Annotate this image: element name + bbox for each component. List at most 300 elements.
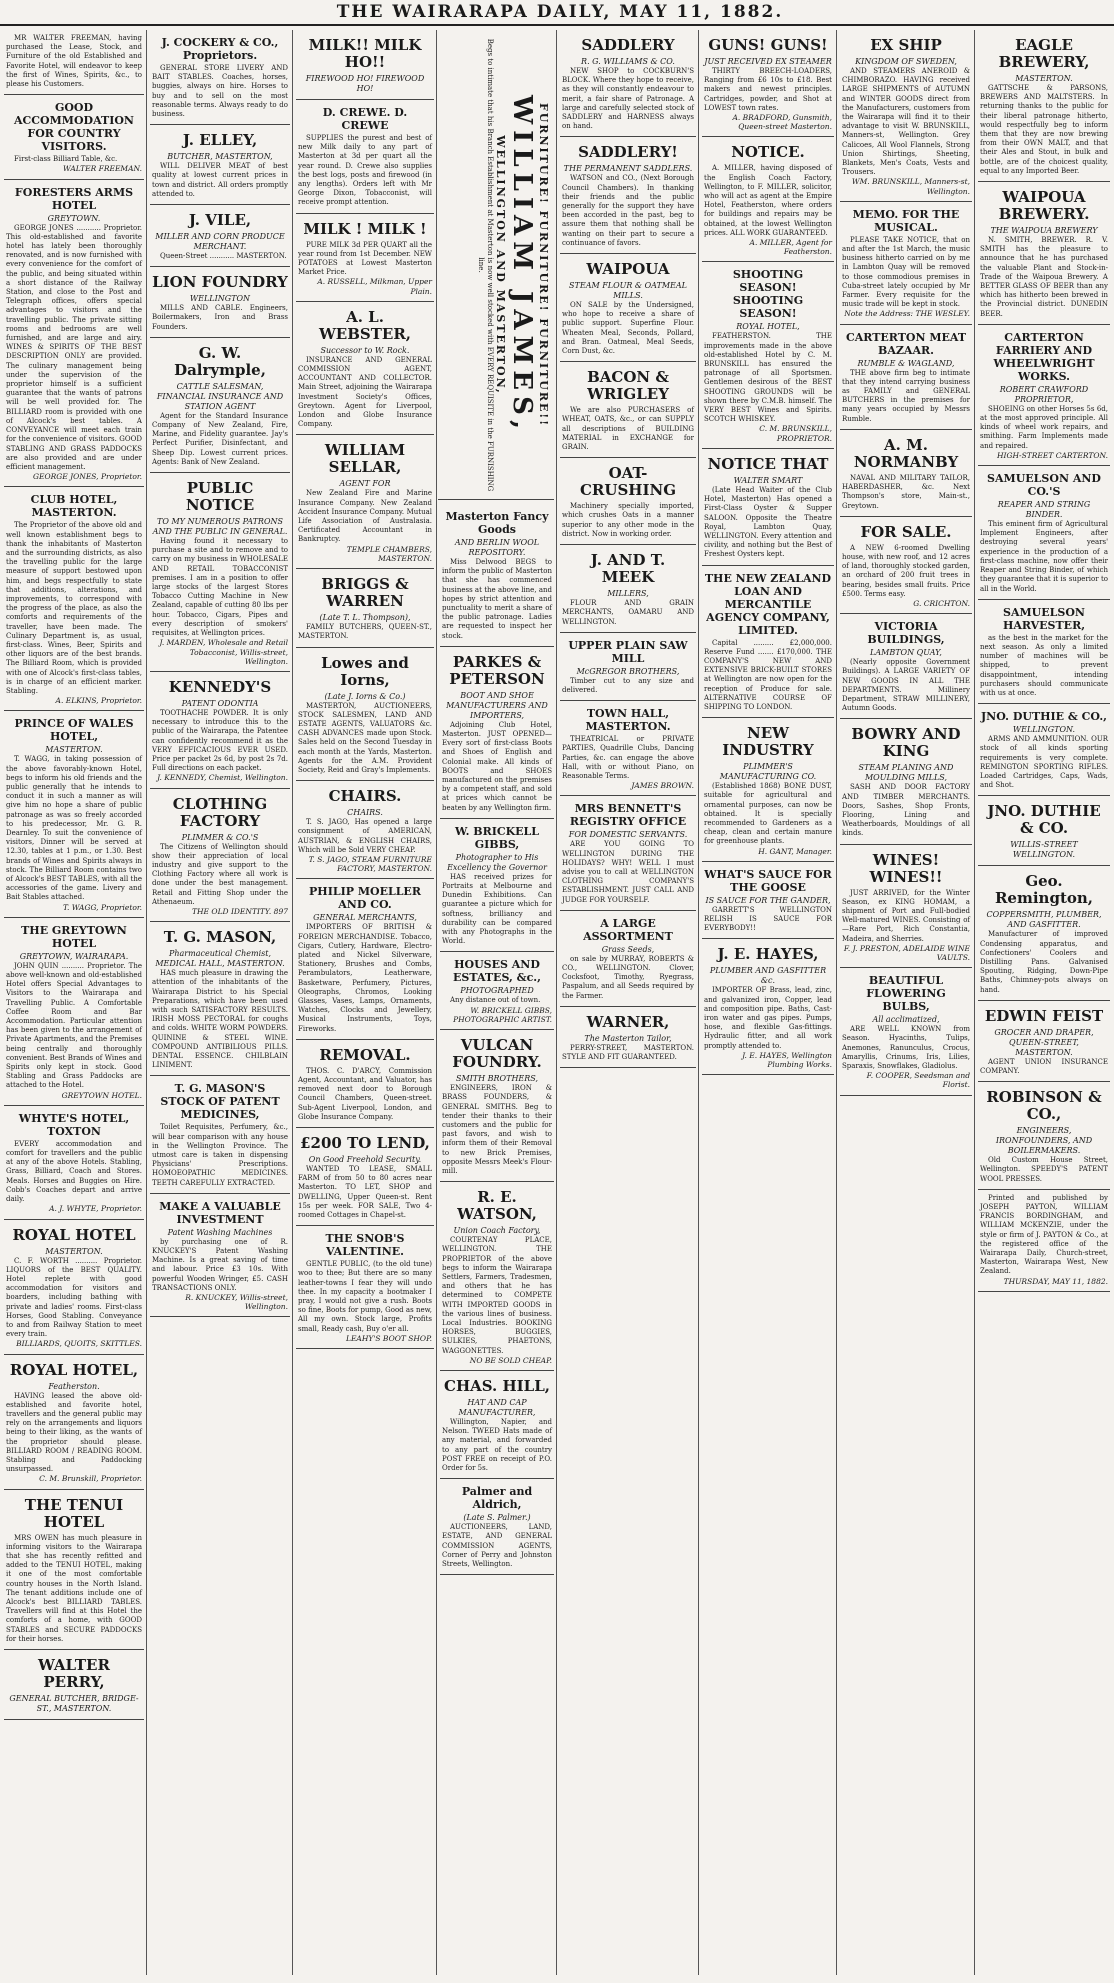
ad-body: Machinery specially imported, which crushes Oats in a manner superior to any other mode in the district. Now in working order. [562, 502, 694, 538]
advertisement [560, 254, 696, 362]
ad-headline: HOUSES AND ESTATES, &c., [453, 958, 541, 985]
ad-subheading: All acclimatized, [872, 1015, 940, 1025]
ad-body: as the best in the market for the next season. As only a limited number of machines will be shipped, to prevent disappointment, intending purchasers should communicate with us at once. [980, 633, 1108, 697]
ad-subheading: FOR DOMESTIC SERVANTS. [568, 830, 688, 840]
ad-subheading: COPPERSMITH, PLUMBER, AND GASFITTER. [986, 910, 1102, 930]
ad-subheading: MASTERTON. [1015, 74, 1073, 83]
advertisement [440, 1030, 554, 1182]
advertisement [4, 30, 144, 95]
ad-headline: ROYAL HOTEL, [9, 1360, 139, 1379]
column-1 [4, 30, 144, 1975]
advertisement [150, 205, 290, 267]
ad-subheading: GENERAL MERCHANTS, [313, 913, 417, 923]
ad-body: (Late Head Waiter of the Club Hotel, Masterton) Has opened a First-Class Oyster & Supper SALOON. Opposite the Theatre Royal, Lambton Quay, WELLINGTON. Every attention and civility, and nothing but the Best of Freshest Oysters kept. [704, 485, 832, 559]
ad-body: WILL DELIVER MEAT of best quality at lowest current prices in town and district. All orders promptly attended to. [152, 162, 288, 198]
ad-headline: KENNEDY'S [168, 677, 272, 696]
ad-subheading: McGREGOR BROTHERS, [576, 666, 680, 676]
ad-subheading: R. G. WILLIAMS & CO. [581, 57, 675, 66]
furniture-advertisement [438, 30, 554, 500]
advertisement [702, 862, 834, 940]
ad-subheading: MASTERTON. [45, 745, 103, 755]
advertisement [150, 1194, 290, 1318]
ad-body: (Nearly opposite Government Buildings). A LARGE VARIETY OF NEW GOODS IN ALL THE DEPARTMENTS. Millinery Department, STRAW MILLINERY, Autumn Goods. [842, 658, 970, 713]
advertisement [978, 466, 1110, 600]
ad-subheading: REAPER AND STRING BINDER. [997, 500, 1091, 520]
ad-headline: CARTERTON FARRIERY AND WHEELWRIGHT WORKS. [993, 330, 1095, 383]
ad-headline: G. W. Dalrymple, [174, 343, 266, 379]
advertisement [440, 1371, 554, 1479]
advertisement [978, 600, 1110, 704]
ad-body: FEATHERSTON. THE improvements made in the above old-established Hotel by C. M. BRUNSKILL has ensured the patronage of all Sportsmen. Gentlemen desirous of the BEST SHOOTING GROUNDS will be shown there by C.M.B. himself. The VERY BEST Wines and Spirits. SCOTCH WHISKEY. [704, 332, 832, 424]
ad-signature: TEMPLE CHAMBERS, MASTERTON. [346, 544, 432, 563]
ad-subheading: The Masterton Tailor, [584, 1033, 672, 1043]
ad-subheading: KINGDOM OF SWEDEN, [855, 57, 957, 66]
masthead [0, 0, 1114, 26]
advertisement [4, 918, 144, 1106]
ad-body: Queen-Street ........... MASTERTON. [160, 252, 287, 261]
ad-headline: NOTICE. [731, 143, 805, 162]
ad-signature: G. CRICHTON. [913, 598, 970, 608]
ad-signature: R. KNUCKEY, Willis-street, Wellington. [185, 1293, 288, 1312]
ad-headline: Geo. Remington, [994, 872, 1094, 908]
advertisement [702, 566, 834, 719]
advertisement [150, 789, 290, 923]
ad-body: JOHN QUIN .......... Proprietor. The above well-known and old-established Hotel offers Special Advantages to Visitors to the Wairarapa and Travelling Public. A Comfortable Coffee Room and Bar Accommodation. Particular attention has been given to the arrangement of Private Apartments, and the Premises being centrally and thoroughly convenient. Best Brands of Wines and Spirits only kept in stock. Good Stabling and Grass Paddocks are attached to the Hotel. [6, 961, 142, 1090]
advertisement [4, 1490, 144, 1650]
advertisement [296, 1128, 434, 1226]
ad-headline: Palmer and Aldrich, [461, 1485, 533, 1512]
advertisement [978, 30, 1110, 182]
advertisement [560, 633, 696, 701]
ad-subheading: Union Coach Factory, [453, 1226, 541, 1236]
ad-subheading: MILLER AND CORN PRODUCE MERCHANT. [155, 232, 285, 252]
advertisement [150, 922, 290, 1076]
ad-headline: OAT-CRUSHING [579, 464, 677, 500]
ad-body: PLEASE TAKE NOTICE, that on and after the 1st March, the music business hitherto carried on by me in Lambton Quay will be removed to those commodious premises in Cuba-street lately occupied by Mr Farmer. Every requisite for the music trade will be kept in stock. [842, 235, 970, 309]
advertisement [560, 796, 696, 910]
ad-body: JUST ARRIVED, for the Winter Season, ex KING HOMAM, a shipment of Port and Full-bodied Well-matured WINES. Consisting of—Rare Port, Rich Constantia, Madeira, and Sherries. [842, 888, 970, 943]
ad-subheading: FIREWOOD HO! FIREWOOD HO! [305, 74, 425, 93]
ad-subheading: MILLERS, [607, 589, 649, 599]
ad-body: SUPPLIES the purest and best of new Milk daily to any part of Masterton at 3d per quart all the year round. D. Crewe also supplies the best logs, posts and firewood (in any lengths). Orders left with Mr George Dixon, Tobacconist, will receive prompt attention. [298, 134, 432, 207]
ad-body: (Established 1868) BONE DUST, suitable for agricultural and ornamental purposes, can now be obtained. It is specially recommended to Gardeners as a cheap, clean and certain manure for greenhouse plants. [704, 782, 832, 846]
ad-subheading: AGENT FOR [339, 479, 391, 489]
ad-headline: VULCAN FOUNDRY. [452, 1036, 542, 1072]
advertisement [440, 504, 554, 647]
ad-subheading: PLIMMER'S MANUFACTURING CO. [719, 762, 817, 782]
advertisement [978, 1082, 1110, 1190]
ad-subheading: WALTER SMART [733, 475, 803, 485]
column-rule [146, 30, 147, 1975]
ad-signature: A. ELKINS, Proprietor. [55, 696, 142, 706]
ad-subheading: CATTLE SALESMAN, FINANCIAL INSURANCE AND STATION AGENT [156, 381, 284, 411]
ad-headline: WILLIAM SELLAR, [324, 441, 406, 477]
ad-headline: EX SHIP [870, 36, 942, 54]
ad-subheading: GREYTOWN, WAIRARAPA. [19, 951, 129, 961]
ad-body: MILLS AND CABLE. Engineers, Boilermakers, Iron and Brass Founders. [152, 304, 288, 331]
advertisement [978, 1190, 1110, 1292]
ad-signature: HIGH-STREET CARTERTON. [997, 450, 1108, 460]
ad-headline: WAIPOUA [586, 260, 670, 279]
ad-headline: MILK!! MILK HO!! [308, 36, 422, 71]
advertisement [560, 701, 696, 796]
ad-subheading: GREYTOWN. [47, 213, 101, 223]
ad-body: HAS received prizes for Portraits at Melbourne and Dunedin Exhibitions. Can guarantee a picture which for softness, brilliancy and durability can be compared with any Photographs in the World. [442, 872, 552, 946]
william-james-name: WILLIAM JAMES, [507, 94, 537, 436]
ad-body: GARRETT'S WELLINGTON RELISH IS SAUCE FOR EVERYBODY!! [704, 905, 832, 933]
advertisement [702, 30, 834, 137]
advertisement [150, 672, 290, 789]
advertisement [296, 435, 434, 569]
column-rule [836, 30, 837, 1975]
ad-subheading: PLIMMER & CO.'S [181, 832, 259, 842]
advertisement [296, 781, 434, 879]
ad-subheading: ROBERT CRAWFORD PROPRIETOR, [999, 384, 1089, 404]
ad-subheading: PHOTOGRAPHED [460, 986, 534, 996]
advertisement [296, 1226, 434, 1349]
ad-headline: REMOVAL. [319, 1045, 411, 1064]
advertisement [840, 614, 972, 719]
advertisement [440, 647, 554, 819]
ad-subheading: AND BERLIN WOOL REPOSITORY. [454, 538, 540, 557]
ad-headline: SADDLERY [581, 36, 675, 54]
ad-headline: WINES! WINES!! [869, 850, 943, 886]
ad-body: THOS. C. D'ARCY, Commission Agent, Accountant, and Valuator, has removed next door to Borough Council Chambers, Queen-street. Sub-Agent Liverpool, London, and Globe Insurance Company. [298, 1066, 432, 1121]
ad-body: SHOEING on other Horses 5s 6d, at the most approved principle. All kinds of wheel work repairs, and smithing. Farm Implements made and repaired. [980, 404, 1108, 450]
ad-signature: F. J. PRESTON, ADELAIDE WINE VAULTS. [843, 943, 970, 962]
advertisement [840, 430, 972, 517]
column-8 [978, 30, 1110, 1975]
ad-body: Toilet Requisites, Perfumery, &c., will bear comparison with any house in the Wellington Province. The utmost care is taken in dispensing Physicians' Prescriptions. HOMOEOPATHIC MEDICINES. TEETH CAREFULLY EXTRACTED. [152, 1123, 288, 1187]
ad-headline: D. CREWE. D. CREWE [322, 106, 408, 132]
ad-body: MRS OWEN has much pleasure in informing visitors to the Wairarapa that she has recently refitted and added to the TENUI HOTEL, making it one of the most comfortable country houses in the North Island. The tenant additions include one of Alcock's best BILLIARD TABLES. Travellers will find at this Hotel the comforts of a home, with GOOD STABLES and SECURE PADDOCKS for their horses. [6, 1533, 142, 1643]
ad-subheading: CHAIRS. [347, 808, 383, 818]
ad-body: GEORGE JONES ........... Proprietor. This old-established and favorite hotel has lately been thoroughly renovated, and is now furnished with every convenience for the comfort of the public, and being situated within a short distance of the Railway Station, and close to the Post and Telegraph offices, offers special advantages to visitors and the travelling public. The private sitting rooms and bedrooms are well furnished, and are large and airy. WINES & SPIRITS OF THE BEST DESCRIPTION ONLY are provided. The culinary management being under the supervision of the proprietor himself is a sufficient guarantee that the wants of patrons will be well provided for. The BILLIARD room is provided with one of Alcock's best tables. A CONVEYANCE will meet each train for the convenience of visitors. GOOD STABLING AND GRASS PADDOCKS are also provided and are under efficient management. [6, 223, 142, 471]
advertisement [978, 182, 1110, 325]
ad-body: THIRTY BREECH-LOADERS, Ranging from £6 10s to £18. Best makers and newest principles. Cartridges, powder, and Shot at LOWEST town rates. [704, 67, 832, 112]
column-4 [440, 504, 554, 1975]
ad-body: FAMILY BUTCHERS, QUEEN-ST., MASTERTON. [298, 623, 432, 641]
ad-body: Willington, Napier, and Nelson. TWEED Hats made of any material, and forwarded to any part of the country POST FREE on receipt of P.O. Order for 5s. [442, 1417, 552, 1472]
ad-subheading: RUMBLE & WAGLAND, [857, 358, 955, 368]
ad-subheading: HAT AND CAP MANUFACTURER, [458, 1397, 536, 1417]
ad-subheading: THE WAIPOUA BREWERY [990, 226, 1098, 236]
advertisement [978, 1001, 1110, 1082]
ad-subheading: BOOT AND SHOE MANUFACTURERS AND IMPORTERS, [446, 690, 548, 720]
advertisement [840, 325, 972, 430]
ad-headline: SAMUELSON HARVESTER, [1002, 605, 1086, 632]
ad-signature: H. GANT, Manager. [758, 846, 832, 856]
ad-subheading: Featherston. [48, 1381, 100, 1391]
ad-headline: Lowes and Iorns, [321, 653, 409, 689]
ad-signature: Note the Address: THE WESLEY. [844, 309, 970, 319]
ad-subheading: Patent Washing Machines [167, 1227, 273, 1237]
ad-headline: NOTICE THAT [707, 454, 829, 473]
ad-signature: A. RUSSELL, Milkman, Upper Plain. [317, 277, 432, 296]
ad-headline: BACON & WRIGLEY [587, 368, 669, 404]
ad-body: EVERY accommodation and comfort for travellers and the public at any of the above Hotels. Stabling, Grass, Billiard, Coach and Stores. Meals. Horses and Buggies on Hire. Cobb's Coaches depart and arrive daily. [6, 1139, 142, 1204]
ad-body: AGENT UNION INSURANCE COMPANY. [980, 1057, 1108, 1075]
ad-subheading: (Late T. L. Thompson), [319, 613, 411, 623]
ad-headline: BEAUTIFUL FLOWERING BULBS, [866, 974, 946, 1014]
ad-headline: BOWRY AND KING [851, 725, 961, 761]
ad-headline: THE SNOB'S VALENTINE. [325, 1232, 405, 1259]
advertisement [150, 267, 290, 338]
ad-subheading: On Good Freehold Security. [308, 1155, 422, 1164]
advertisement [978, 704, 1110, 796]
advertisement [440, 952, 554, 1030]
advertisement [560, 458, 696, 545]
ad-body: TOOTHACHE POWDER. It is only necessary to introduce this to the public of the Wairarapa, the Patentee can confidently recommend it as the VERY EFFICACIOUS EVER USED. Price per packet 2s 6d, by post 2s 7d. Full directions on each packet. [152, 708, 288, 773]
ad-signature: THE OLD IDENTITY. 897 [192, 906, 288, 916]
ad-body: This eminent firm of Agricultural Implement Engineers, after destroying several years' experience in the production of a first-class machine, now offer their Reaper and String Binder, of which they guarantee that it is superior to all in the World. [980, 520, 1108, 593]
ad-body: Any distance out of town. [450, 996, 541, 1005]
ad-signature: T. S. JAGO, STEAM FURNITURE FACTORY, MASTERTON. [308, 854, 432, 874]
ad-body: ON SALE by the Undersigned, who hope to receive a share of public support. Superfine Flour. Wheaten Meal, Seconds, Pollard, and Bran. Oatmeal, Meal Seeds, Corn Dust, &c. [562, 301, 694, 356]
ad-headline: SAMUELSON AND CO.'S [987, 472, 1101, 499]
ad-headline: THE NEW ZEALAND LOAN AND MERCANTILE AGENCY COMPANY, LIMITED. [704, 571, 832, 637]
advertisement [840, 719, 972, 844]
ad-headline: ROYAL HOTEL [12, 1225, 136, 1244]
column-rule [974, 30, 975, 1975]
ad-subheading: Photographer to His Excellency the Governor [447, 852, 547, 872]
ad-body: ARE WELL KNOWN from Season. Hyacinths, Tulips, Anemones, Ranunculus, Crocus, Amaryllis, Crinums, Iris, Lilies, Sparaxis, Snowflakes, Gladiolus. [842, 1025, 970, 1070]
advertisement [150, 1076, 290, 1193]
ad-subheading: STEAM PLANING AND MOULDING MILLS, [858, 763, 954, 783]
column-2 [150, 30, 290, 1975]
advertisement [4, 1220, 144, 1355]
ad-headline: WHAT'S SAUCE FOR THE GOOSE [704, 867, 832, 894]
ad-body: First-class Billiard Table, &c. [14, 155, 118, 164]
advertisement [296, 302, 434, 436]
advertisement [560, 30, 696, 137]
ad-signature: C. M. BRUNSKILL, PROPRIETOR. [759, 424, 832, 443]
advertisement [4, 1355, 144, 1490]
ad-subheading: WILLIS-STREET WELLINGTON. [1010, 840, 1078, 860]
advertisement [840, 30, 972, 202]
advertisement [4, 180, 144, 488]
advertisement [560, 137, 696, 254]
ad-body: ARMS AND AMMUNITION. OUR stock of all kinds sporting requirements is very complete. REMINGTON SPORTING RIFLES. Loaded Cartridges, Caps, Wads, and Shot. [980, 735, 1108, 790]
ad-headline: J. VILE, [188, 211, 252, 230]
advertisement [560, 362, 696, 458]
ad-signature: WALTER FREEMAN. [63, 164, 142, 174]
ad-signature: NO BE SOLD CHEAP. [469, 1355, 552, 1365]
ad-subheading: Successor to W. Rock. [320, 345, 410, 355]
ad-headline: A LARGE ASSORTMENT [583, 916, 673, 943]
advertisement [702, 137, 834, 262]
ad-body: Miss Delwood BEGS to inform the public of Masterton that she has commenced business at the above line, and hopes by strict attention and punctuality to merit a share of the public patronage. Ladies are requested to inspect her stock. [442, 558, 552, 640]
furniture-headline: FURNITURE! FURNITURE! FURNITURE!! [537, 102, 550, 428]
ad-headline: R. E. WATSON, [457, 1188, 537, 1224]
ad-body: THEATRICAL or PRIVATE PARTIES, Quadrille Clubs, Dancing Parties, &c. can engage the above Hall, with or without Piano, on Reasonable Terms. [562, 735, 694, 780]
ad-body: on sale by MURRAY, ROBERTS & CO., WELLINGTON. Clover, Cocksfoot, Timothy, Ryegrass, Paspalum, and all Seeds required by the Farmer. [562, 954, 694, 1000]
ad-headline: SHOOTING SEASON! SHOOTING SEASON! [732, 268, 804, 321]
ad-signature: C. M. Brunskill, Proprietor. [39, 1474, 142, 1484]
ad-headline: GUNS! GUNS! [708, 36, 828, 54]
ad-body: PURE MILK 3d PER QUART all the year round from 1st December. NEW POTATOES at Lowest Masterton Market Price. [298, 240, 432, 277]
ad-body: NEW SHOP to COCKBURN'S BLOCK. Where they hope to receive, as they will constantly endeavour to merit, a fair share of Patronage. A large and carefully selected stock of SADDLERY and HARNESS always on hand. [562, 67, 694, 131]
advertisement [840, 845, 972, 969]
ad-headline: MRS BENNETT'S REGISTRY OFFICE [569, 802, 687, 829]
ad-subheading: LAMBTON QUAY, [870, 648, 942, 658]
advertisement [296, 214, 434, 302]
ad-headline: WARNER, [586, 1012, 670, 1031]
advertisement [978, 866, 1110, 1000]
ad-body: MR WALTER FREEMAN, having purchased the Lease, Stock, and Furniture of the old Established and Favorite Hotel, will endeavor to keep the first of Wines, Spirits, &c., to please his Customers. [6, 34, 142, 89]
advertisement [702, 262, 834, 448]
ad-signature: WM. BRUNSKILL, Manners-st, Wellington. [851, 177, 970, 196]
ad-body: N. SMITH, BREWER. R. V. SMITH has the pleasure to announce that he has purchased the valuable Plant and Stock-in-Trade of the Waipoua Brewery. A BETTER GLASS OF BEER than any which has hitherto been brewed in the Provincial district. DUNEDIN BEER. [980, 236, 1108, 318]
advertisement [150, 30, 290, 125]
ad-headline: CARTERTON MEAT BAZAAR. [845, 330, 967, 357]
advertisement [840, 968, 972, 1095]
ad-headline: CHAS. HILL, [444, 1376, 550, 1395]
advertisement [840, 202, 972, 325]
ad-body: GATTSCHE & PARSONS, BREWERS AND MALTSTERS. In returning thanks to the public for their liberal patronage hitherto, would respectfully beg to inform them that they are now brewing from their OWN MALT, and that their Ales and Stout, in bulk and bottle, are of the choicest quality, equal to any Imported Beer. [980, 84, 1108, 175]
advertisement [296, 569, 434, 647]
column-3 [296, 30, 434, 1975]
advertisement [296, 100, 434, 214]
advertisement [702, 718, 834, 862]
ad-body: WATSON and CO., (Next Borough Council Chambers). In thanking their friends and the public generally for the support they have been accorded in the past, beg to assure them that nothing shall be wanting on their part to secure a continuance of favors. [562, 174, 694, 247]
ad-body: ARE YOU GOING TO WELLINGTON DURING THE HOLIDAYS? WHY! WELL I must advise you to call at WELLINGTON CLOTHING COMPANY'S ESTABLISHMENT. JUST CALL AND JUDGE FOR YOURSELF. [562, 840, 694, 904]
ad-body: Manufacturer of improved Condensing apparatus, and Confectioners' Coolers and Distilling Pans. Galvanised Spouting, Ridging, Down-Pipe Baths, Chimney-pots always on hand. [980, 930, 1108, 994]
advertisement [150, 338, 290, 473]
ad-headline: WALTER PERRY, [38, 1656, 110, 1691]
ad-headline: FOR SALE. [860, 522, 952, 541]
advertisement [702, 939, 834, 1075]
advertisement [4, 487, 144, 711]
ad-headline: W. BRICKELL GIBBS, [454, 824, 540, 851]
column-6 [702, 30, 834, 1975]
advertisement [296, 879, 434, 1039]
ad-body: by purchasing one of R. KNUCKEY'S Patent Washing Machine. Is a great saving of time and labour. Price £3 10s. With powerful Wooden Wringer, £5. CASH TRANSACTIONS ONLY. [152, 1237, 288, 1292]
ad-body: The Citizens of Wellington should show their appreciation of local industry and give support to the Clothing Factory where all work is done under the best management. Retail and Fitting Shop under the Athenaeum. [152, 842, 288, 906]
ad-subheading: PLUMBER AND GASFITTER &c. [709, 966, 827, 986]
ad-subheading: THE PERMANENT SADDLERS. [563, 164, 693, 174]
ad-body: COURTENAY PLACE, WELLINGTON. THE PROPRIETOR of the above begs to inform the Wairarapa Settlers, Farmers, Tradesmen, and others that he has determined to COMPETE WITH IMPORTED GOODS in the various lines of business. Local Industries. BOOKING HORSES, BUGGIES, SULKIES, PHAETONS, WAGGONETTES. [442, 1236, 552, 1355]
ad-body: Adjoining Club Hotel, Masterton. JUST OPENED—Every sort of first-class Boots and Shoes of English and Colonial make. All kinds of BOOTS and SHOES manufactured on the premises by a competent staff, and sold at prices which cannot be beaten by any Wellington firm. [442, 720, 552, 812]
ad-signature: A. BRADFORD, Gunsmith, Queen-street Masterton. [732, 113, 832, 132]
ad-subheading: GENERAL BUTCHER, BRIDGE-ST., MASTERTON. [9, 1694, 139, 1713]
ad-body: T. WAGG, in taking possession of the above favorably-known Hotel, begs to inform his old friends and the public generally that he intends to conduct it in such a manner as will give him no hope a share of public patronage as was so freely accorded to his predecessor, Mr. G. R. Dearnley. To suit the convenience of visitors, Dinner will be served at 12.30, tables at 1 p.m., or 1.30. Best brands of Wines and Spirits always in stock. The Billiard Room contains two of Alcock's BEST TABLES, with all the accessories of the game. Livery and Bait Stables attached. [6, 755, 142, 902]
ad-signature: A. MILLER, Agent for Featherston. [749, 238, 832, 257]
advertisement [440, 1182, 554, 1371]
ad-body: Timber cut to any size and delivered. [562, 676, 694, 694]
ad-headline: PARKES & PETERSON [449, 652, 545, 688]
ad-headline: TOWN HALL, MASTERTON. [585, 707, 671, 734]
ad-headline: CLOTHING FACTORY [172, 794, 268, 830]
ad-headline: VICTORIA BUILDINGS, [867, 620, 945, 647]
ad-headline: EDWIN FEIST [984, 1006, 1104, 1025]
ad-body: T. S. JAGO, Has opened a large consignment of AMERICAN, AUSTRIAN, & ENGLISH CHAIRS, Which will be Sold VERY CHEAP. [298, 818, 432, 854]
ad-body: HAVING leased the above old-established and favorite hotel, travellers and the general public may rely on the arrangements and liquors being to their liking, as the wants of the proprietor should please. BILLIARD ROOM / READING ROOM. Stabling and Paddocking unsurpassed. [6, 1391, 142, 1474]
furniture-body: Begs to intimate that his Branch Establishment at Masterton is now well stocked with EVERY REQUISITE in the FURNISHING line. [477, 38, 494, 492]
ad-body: New Zealand Fire and Marine Insurance Company. New Zealand Accident Insurance Company. Mutual Life Association of Australasia. Certificated Accountant in Bankruptcy. [298, 489, 432, 544]
advertisement [4, 95, 144, 179]
ad-headline: WHYTE'S HOTEL, TOXTON [18, 1111, 130, 1138]
ad-body: NAVAL AND MILITARY TAILOR, HABERDASHER, &c. Next Thompson's store, Main-st., Greytown. [842, 473, 970, 510]
ad-subheading: SMITH BROTHERS, [455, 1074, 539, 1084]
ad-headline: THE TENUI HOTEL [24, 1495, 124, 1531]
advertisement [296, 30, 434, 100]
ad-signature: W. BRICKELL GIBBS, PHOTOGRAPHIC ARTIST. [453, 1005, 552, 1024]
ad-body: WANTED TO LEASE, SMALL FARM of from 50 to 80 acres near Masterton. TO LET, SHOP and DWELLING, Upper Queen-st. Rent 15s per week. FOR SALE, Two 4-roomed Cottages in Chapel-st. [298, 1165, 432, 1220]
advertisement [560, 911, 696, 1007]
advertisement [978, 796, 1110, 866]
ad-subheading: WELLINGTON [189, 294, 251, 304]
advertisement [702, 449, 834, 566]
ad-signature: J. MARDEN, Wholesale and Retail Tobacconist, Willis-street, Wellington. [159, 638, 288, 666]
ad-body: Agent for the Standard Insurance Company of New Zealand, Fire, Marine, and Fidelity guarantee. Jay's Perfect Purifier, Disinfectant, and Sheep Dip. Lowest current prices. Agents: Bank of New Zealand. [152, 411, 288, 466]
ad-subheading: TO MY NUMEROUS PATRONS AND THE PUBLIC IN GENERAL. [152, 517, 288, 537]
ad-headline: UPPER PLAIN SAW MILL [568, 638, 688, 665]
ad-body: THE above firm beg to intimate that they intend carrying business as FAMILY and GENERAL BUTCHERS in the premises for many years occupied by Messrs Rumble. [842, 368, 970, 423]
advertisement [150, 473, 290, 672]
ad-body: A. MILLER, having disposed of the English Coach Factory, Wellington, to F. MILLER, solicitor, who will act as agent at the Empire Hotel, Featherston, where orders for buildings and repairs may be obtained, at the lowest Wellington prices. ALL WORK GUARANTEED. [704, 164, 832, 237]
ad-signature: THURSDAY, MAY 11, 1882. [1003, 1276, 1108, 1286]
ad-subheading: WELLINGTON. [1012, 725, 1076, 735]
ad-subheading: STEAM FLOUR & OATMEAL MILLS. [569, 281, 687, 301]
ad-headline: A. L. WEBSTER, [318, 307, 412, 343]
ad-signature: GREYTOWN HOTEL. [61, 1090, 142, 1100]
ad-headline: A. M. NORMANBY [853, 435, 959, 471]
ad-body: IMPORTER OF Brass, lead, zinc, and galvanized iron, Copper, lead and composition pipe. Baths, Cast-iron water and gas pipes. Pumps, hose, and flexible Gas-fittings. Hydraulic fitter, and all work promptly attended to. [704, 986, 832, 1050]
advertisement [296, 1040, 434, 1128]
ad-body: AUCTIONEERS, LAND, ESTATE, AND GENERAL COMMISSION AGENTS, Corner of Perry and Johnston Streets, Wellington. [442, 1523, 552, 1568]
ad-headline: J. COCKERY & CO., Proprietors. [161, 36, 279, 62]
ad-body: The Proprietor of the above old and well known establishment begs to thank the inhabitants of Masterton and the surrounding districts, as also the travelling public for the large measure of support bestowed upon him, and begs respectfully to state that additions, alterations, and improvements, to correspond with the progress of the place, as also the comforts and requirements of the traveller, have been made. The Culinary Department is, as usual, first-class. Wines, Beer, Spirits and other liquors are of the best brands. The Billiard Room, which is provided with one of Alcock's first-class tables, is in charge of an efficient marker. Stabling. [6, 521, 142, 695]
column-rule [698, 30, 699, 1975]
ad-headline: CHAIRS. [328, 787, 402, 806]
ad-headline: PRINCE OF WALES HOTEL, [14, 717, 134, 744]
ad-body: Having found it necessary to purchase a site and to remove and to carry on my business in WHOLESALE AND RETAIL TOBACCONIST premises. I am in a position to offer large stocks of the largest Stores Tobacco Cutting Machine in New Zealand, capable of cutting 80 lbs per hour. Tobacco, Cigars, Pipes and every description of smokers' requisites, at Wellington prices. [152, 537, 288, 638]
ad-subheading: (Late J. Iorns & Co.) [324, 691, 406, 701]
ad-headline: J. AND T. MEEK [590, 551, 666, 587]
ad-body: INSURANCE AND GENERAL COMMISSION AGENT, ACCOUNTANT AND COLLECTOR. Main Street, adjoining the Wairarapa Investment Society's Offices, Greytown. Agent for Liverpool, London and Globe Insurance Company. [298, 355, 432, 429]
advertisement [840, 517, 972, 614]
ad-body: SASH AND DOOR FACTORY AND TIMBER MERCHANTS. Doors, Sashes, Shop Fronts, Flooring, Lining and Weatherboards, Mouldings of all kinds. [842, 783, 970, 838]
ad-subheading: ROYAL HOTEL, [736, 322, 800, 332]
column-rule [292, 30, 293, 1975]
ad-headline: JNO. DUTHIE & CO., [980, 710, 1108, 724]
ad-headline: GOOD ACCOMMODATION FOR COUNTRY VISITORS. [13, 101, 134, 154]
ad-signature: A. J. WHYTE, Proprietor. [49, 1204, 142, 1214]
ad-body: Printed and published by JOSEPH PAYTON, WILLIAM FRANCIS BORDINGHAM, and WILLIAM MCKENZIE, under the style or firm of J. PAYTON & Co., at the registered office of the Wairarapa Daily, Church-street, Masterton, Wairarapa West, New Zealand. [980, 1193, 1108, 1276]
advertisement [440, 1479, 554, 1575]
ad-body: A NEW 6-roomed Dwelling house, with new roof, and 12 acres of land, thoroughly stocked garden, an orchard of 200 fruit trees in bearing, besides small fruits. Price £500. Terms easy. [842, 543, 970, 598]
ad-subheading: Pharmaceutical Chemist, MEDICAL HALL, MASTERTON. [155, 949, 285, 969]
ad-body: GENERAL STORE LIVERY AND BAIT STABLES. Coaches, horses, buggies, always on hire. Horses to buy and to sell on the most reasonable terms. Always ready to do business. [152, 64, 288, 119]
ad-subheading: BUTCHER, MASTERTON, [167, 152, 273, 162]
column-5 [560, 30, 696, 1975]
advertisement [4, 711, 144, 917]
ad-headline: BRIGGS & WARREN [321, 575, 409, 611]
ad-body: IMPORTERS OF BRITISH & FOREIGN MERCHANDISE. Tobacco, Cigars, Cutlery, Hardware, Electro-plated and Nickel Silverware, Stationery, Brushes and Combs, Perambulators, Leatherware, Basketware, Perfumery, Pictures, Oleographs, Chromos, Looking Glasses, Vases, Lamps, Ornaments, Watches, Clocks and Jewellery, Musical Instruments, Toys, Fireworks. [298, 923, 432, 1033]
ad-body: Capital ......... £2,000,000. Reserve Fund ....... £170,000. THE COMPANY'S NEW AND EXTENSIVE BRICK-BUILT STORES at Wellington are now open for the reception of Produce for sale. ALTERNATIVE COURSE OF SHIPPING TO LONDON. [704, 638, 832, 711]
ad-signature: T. WAGG, Proprietor. [63, 902, 142, 912]
advertisement [560, 545, 696, 633]
ad-headline: PHILIP MOELLER AND CO. [309, 885, 421, 912]
ad-signature: J. KENNEDY, Chemist, Wellington. [157, 773, 288, 783]
ad-headline: MEMO. FOR THE MUSICAL. [852, 207, 960, 234]
ad-headline: MAKE A VALUABLE INVESTMENT [159, 1199, 281, 1226]
ad-headline: J. ELLEY, [182, 131, 258, 150]
advertisement [150, 125, 290, 205]
ad-headline: LION FOUNDRY [152, 273, 288, 292]
column-rule [556, 30, 557, 1975]
